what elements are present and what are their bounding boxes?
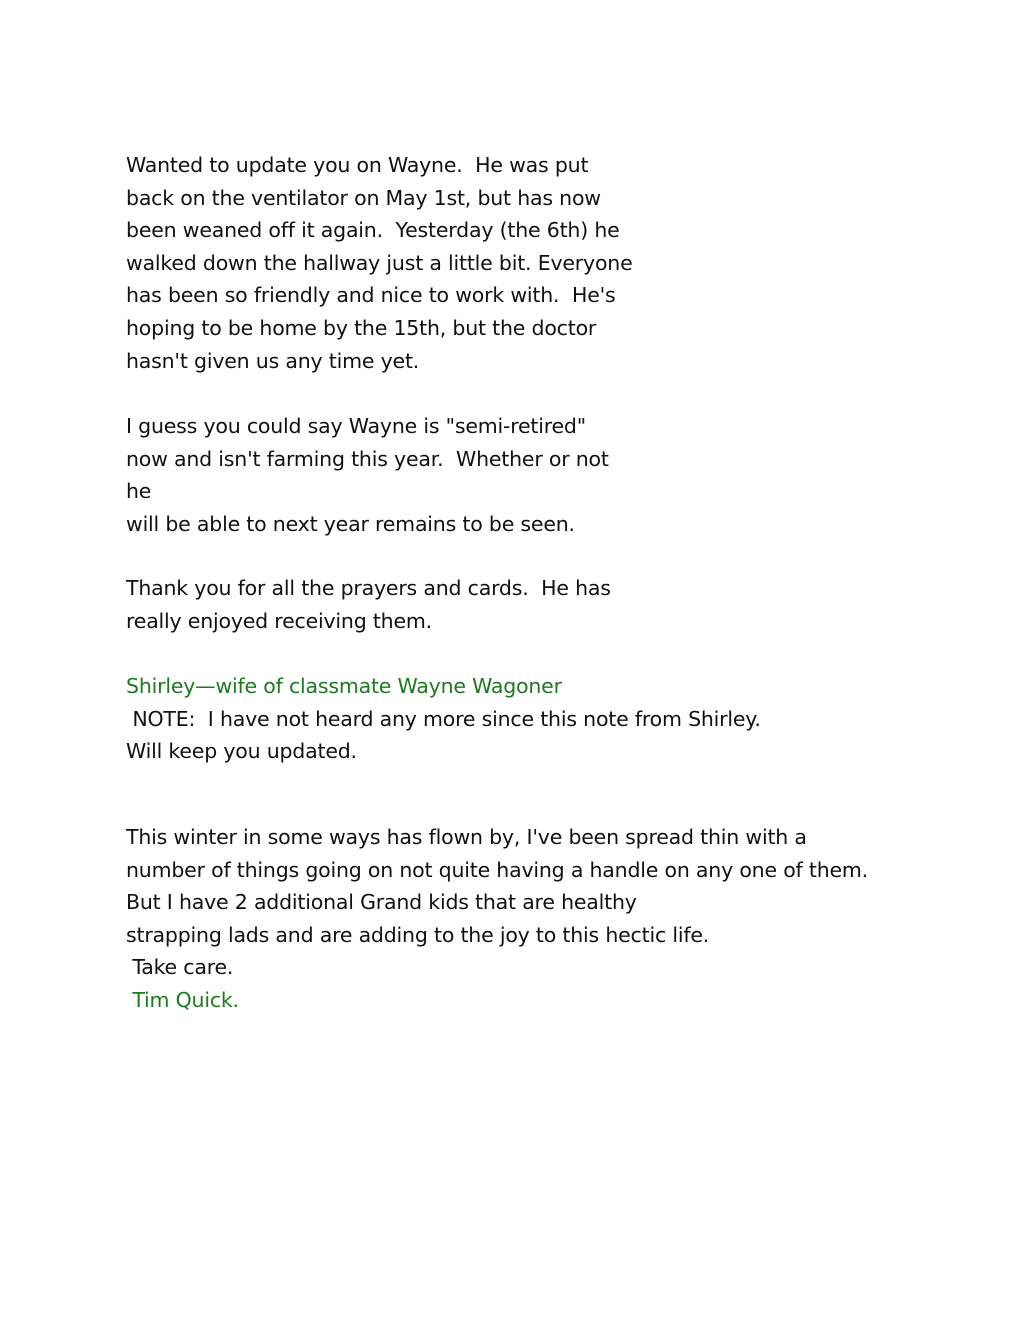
text-line: been weaned off it again. Yesterday (the 6th) he bbox=[126, 218, 620, 243]
note-line: NOTE: I have not heard any more since this note from Shirley. bbox=[126, 706, 761, 731]
text-line: I guess you could say Wayne is "semi-retired" bbox=[126, 414, 586, 438]
shirley-signature-block bbox=[126, 670, 761, 768]
text-line: hoping to be home by the 15th, but the doctor bbox=[126, 315, 597, 340]
paragraph-semi-retired bbox=[126, 410, 609, 540]
text-line: he bbox=[126, 479, 152, 504]
text-line: Wanted to update you on Wayne. He was put bbox=[126, 153, 589, 177]
text-line: But I have 2 additional Grand kids that are healthy bbox=[126, 890, 637, 915]
text-line: number of things going on not quite having a handle on any one of them. bbox=[126, 857, 868, 882]
text-line: walked down the hallway just a little bit. Everyone bbox=[126, 250, 633, 275]
note-line: Will keep you updated. bbox=[126, 739, 357, 764]
text-line: This winter in some ways has flown by, I've been spread thin with a bbox=[126, 825, 807, 849]
text-line: Take care. bbox=[126, 955, 234, 980]
text-line: Thank you for all the prayers and cards. He has bbox=[126, 576, 611, 600]
text-line: back on the ventilator on May 1st, but has now bbox=[126, 185, 601, 210]
text-line: strapping lads and are adding to the joy to this hectic life. bbox=[126, 922, 710, 947]
paragraph-tim-letter bbox=[126, 821, 868, 1017]
text-line: has been so friendly and nice to work with. He's bbox=[126, 283, 616, 308]
signature-tim: Tim Quick. bbox=[126, 987, 239, 1012]
text-line: now and isn't farming this year. Whether or not bbox=[126, 446, 609, 471]
paragraph-wayne-update bbox=[126, 149, 633, 377]
paragraph-thanks bbox=[126, 572, 611, 637]
text-line: really enjoyed receiving them. bbox=[126, 608, 432, 633]
text-line: hasn't given us any time yet. bbox=[126, 348, 420, 373]
text-line: will be able to next year remains to be seen. bbox=[126, 511, 575, 536]
signature-shirley: Shirley—wife of classmate Wayne Wagoner bbox=[126, 674, 562, 698]
